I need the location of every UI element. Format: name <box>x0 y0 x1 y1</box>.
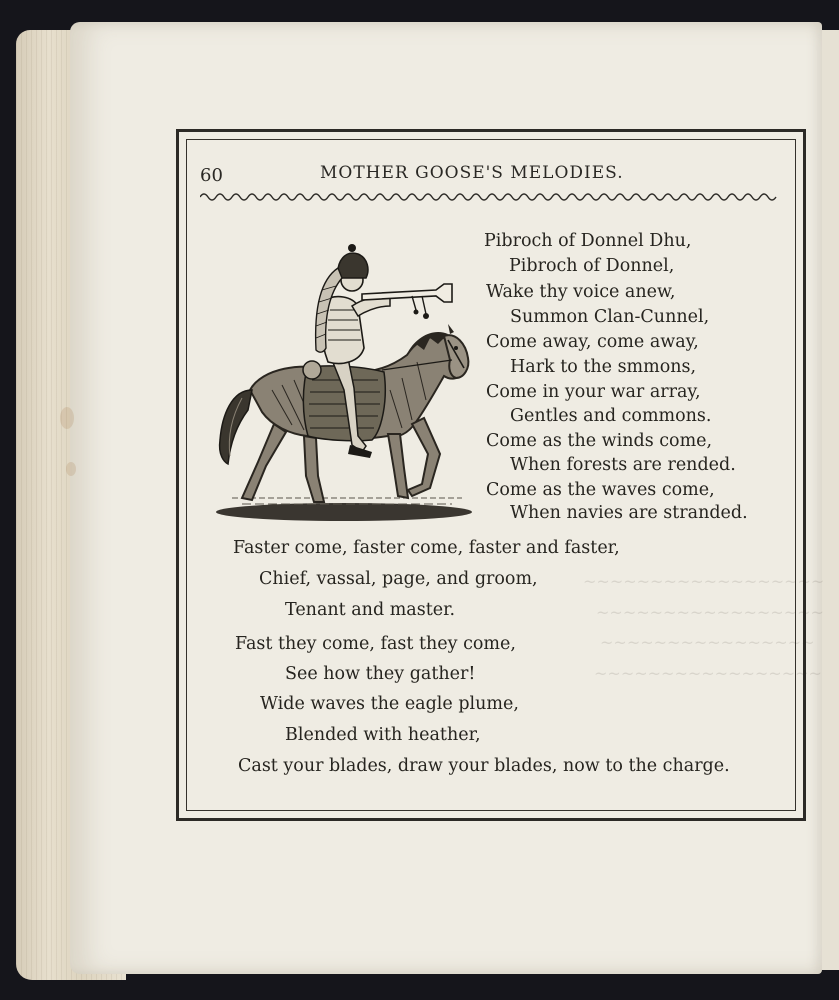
poem-line: When navies are stranded. <box>510 503 748 523</box>
page-number: 60 <box>200 165 223 186</box>
bleed-through-text: ~~~~~~~~~~~~~~~~~ <box>594 664 822 683</box>
poem-line: Come in your war array, <box>486 382 701 402</box>
poem-line: Pibroch of Donnel Dhu, <box>484 231 692 251</box>
poem-line: Come as the waves come, <box>486 480 715 500</box>
poem-line: Summon Clan-Cunnel, <box>510 307 710 327</box>
running-title: MOTHER GOOSE'S MELODIES. <box>320 163 624 183</box>
facing-page-edge <box>822 30 839 970</box>
poem-line: Come away, come away, <box>486 332 699 352</box>
poem-line: See how they gather! <box>285 664 476 684</box>
bleed-through-text: ~~~~~~~~~~~~~~~~~ <box>596 603 824 622</box>
poem-line: Pibroch of Donnel, <box>509 256 675 276</box>
bleed-through-text: ~~~~~~~~~~~~~~~~~~ <box>583 572 825 591</box>
horseman-with-trumpet-icon <box>212 240 474 525</box>
poem-line: When forests are rended. <box>510 455 736 475</box>
poem-line: Tenant and master. <box>285 600 456 620</box>
foxing-stain <box>66 462 76 476</box>
poem-line: Blended with heather, <box>285 725 481 745</box>
poem-line: Cast your blades, draw your blades, now to the charge. <box>238 756 730 776</box>
poem-line: Fast they come, fast they come, <box>235 634 516 654</box>
bleed-through-text: ~~~~~~~~~~~~~~~~ <box>600 633 815 652</box>
wavy-rule-divider <box>200 190 782 204</box>
poem-line: Gentles and commons. <box>510 406 712 426</box>
poem-line: Faster come, faster come, faster and faster, <box>233 538 620 558</box>
poem-line: Wide waves the eagle plume, <box>260 694 519 714</box>
poem-line: Come as the winds come, <box>486 431 713 451</box>
poem-line: Hark to the smmons, <box>510 357 697 377</box>
foxing-stain <box>60 407 74 429</box>
poem-line: Chief, vassal, page, and groom, <box>259 569 538 589</box>
poem-line: Wake thy voice anew, <box>486 282 676 302</box>
